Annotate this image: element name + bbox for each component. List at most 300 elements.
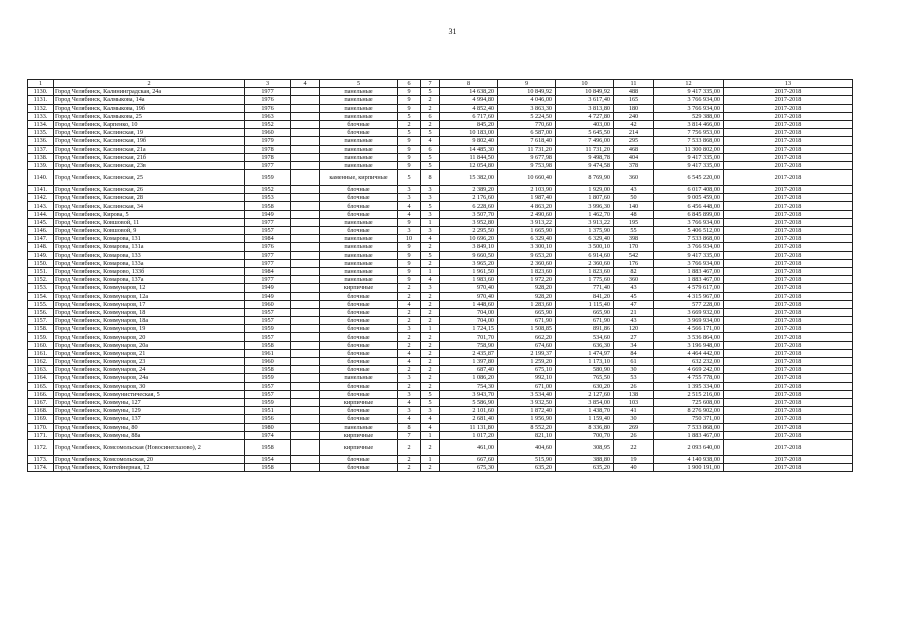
- table-row: [28, 358, 853, 366]
- table-row: [28, 161, 853, 169]
- table-cell: блочные: [320, 202, 398, 210]
- table-cell: панельные: [320, 137, 398, 145]
- table-cell: 5: [421, 88, 440, 96]
- table-cell: 1954: [245, 455, 291, 463]
- table-cell: 43: [614, 186, 654, 194]
- table-cell: 2 101,60: [440, 407, 498, 415]
- table-cell: 636,30: [556, 341, 614, 349]
- table-cell: 1 872,40: [498, 407, 556, 415]
- table-cell: 1141.: [28, 186, 54, 194]
- table-cell: 2017-2018: [724, 390, 853, 398]
- table-cell: 1 665,90: [498, 227, 556, 235]
- table-cell: панельные: [320, 276, 398, 284]
- table-cell: [291, 129, 320, 137]
- table-cell: 3 854,00: [556, 398, 614, 406]
- table-cell: 3: [421, 194, 440, 202]
- table-cell: 1979: [245, 137, 291, 145]
- table-cell: Город Челябинск, Комарова, 131: [54, 235, 245, 243]
- table-cell: 2 360,60: [556, 259, 614, 267]
- table-cell: 4 994,80: [440, 96, 498, 104]
- table-cell: 3: [421, 407, 440, 415]
- table-cell: 1142.: [28, 194, 54, 202]
- table-cell: блочные: [320, 325, 398, 333]
- table-cell: [291, 415, 320, 423]
- table-cell: [291, 366, 320, 374]
- table-row: [28, 153, 853, 161]
- table-cell: 4: [398, 349, 421, 357]
- page-number: 31: [448, 27, 457, 36]
- table-cell: 9 417 335,00: [654, 153, 724, 161]
- table-cell: 1 474,97: [556, 349, 614, 357]
- table-cell: 9: [398, 259, 421, 267]
- table-cell: 1159.: [28, 333, 54, 341]
- table-cell: 7 618,40: [498, 137, 556, 145]
- table-cell: 1144.: [28, 210, 54, 218]
- table-cell: 5: [398, 112, 421, 120]
- table-row: [28, 349, 853, 357]
- table-cell: панельные: [320, 153, 398, 161]
- table-cell: 2017-2018: [724, 202, 853, 210]
- table-cell: 7 756 953,00: [654, 129, 724, 137]
- table-row: [28, 137, 853, 145]
- table-row: [28, 308, 853, 316]
- table-cell: 2017-2018: [724, 455, 853, 463]
- table-cell: 5: [398, 170, 421, 186]
- table-cell: 5 406 512,00: [654, 227, 724, 235]
- table-cell: Город Челябинск, Коммуны, 137: [54, 415, 245, 423]
- table-cell: 771,40: [556, 284, 614, 292]
- table-cell: 195: [614, 218, 654, 226]
- table-cell: 1156.: [28, 308, 54, 316]
- table-cell: Город Челябинск, Комсомольская, 20: [54, 455, 245, 463]
- table-cell: панельные: [320, 112, 398, 120]
- table-cell: 14 485,30: [440, 145, 498, 153]
- table-cell: 577 228,00: [654, 300, 724, 308]
- table-cell: 2: [398, 317, 421, 325]
- table-row: [28, 333, 853, 341]
- table-cell: 34: [614, 341, 654, 349]
- table-row: [28, 170, 853, 186]
- table-row: [28, 284, 853, 292]
- table-cell: 841,20: [556, 292, 614, 300]
- table-cell: 1165.: [28, 382, 54, 390]
- table-cell: Город Челябинск, Коммунаров, 18а: [54, 317, 245, 325]
- column-number-cell: 4: [291, 80, 320, 88]
- table-cell: 1143.: [28, 202, 54, 210]
- table-row: [28, 96, 853, 104]
- table-cell: 1 259,20: [498, 358, 556, 366]
- table-row: [28, 431, 853, 439]
- table-cell: 2017-2018: [724, 439, 853, 455]
- table-cell: 1: [421, 325, 440, 333]
- table-cell: 928,20: [498, 284, 556, 292]
- table-cell: 41: [614, 407, 654, 415]
- table-cell: 580,90: [556, 366, 614, 374]
- table-cell: 4 566 171,00: [654, 325, 724, 333]
- table-cell: 4 727,80: [556, 112, 614, 120]
- table-row: [28, 317, 853, 325]
- table-row: [28, 464, 853, 472]
- table-cell: 3 913,22: [498, 218, 556, 226]
- table-cell: 970,40: [440, 292, 498, 300]
- table-cell: 4: [398, 202, 421, 210]
- table-cell: 2 199,37: [498, 349, 556, 357]
- table-cell: Город Челябинск, Комарова, 133а: [54, 259, 245, 267]
- table-cell: 2017-2018: [724, 210, 853, 218]
- table-cell: 1960: [245, 358, 291, 366]
- table-cell: панельные: [320, 104, 398, 112]
- table-row: [28, 292, 853, 300]
- table-cell: Город Челябинск, Контейнерная, 12: [54, 464, 245, 472]
- table-cell: 8: [421, 170, 440, 186]
- table-cell: 5: [421, 251, 440, 259]
- table-cell: 360: [614, 276, 654, 284]
- table-cell: 14 638,20: [440, 88, 498, 96]
- table-cell: 3 669 932,00: [654, 308, 724, 316]
- table-cell: 2 360,60: [498, 259, 556, 267]
- table-cell: 53: [614, 374, 654, 382]
- table-cell: 2017-2018: [724, 415, 853, 423]
- table-cell: 1: [421, 267, 440, 275]
- table-row: [28, 374, 853, 382]
- table-cell: 3 300,10: [498, 243, 556, 251]
- table-cell: 1951: [245, 407, 291, 415]
- table-cell: 43: [614, 317, 654, 325]
- table-cell: 1174.: [28, 464, 54, 472]
- table-cell: 2017-2018: [724, 382, 853, 390]
- table-cell: 4 046,00: [498, 96, 556, 104]
- table-cell: 2: [421, 104, 440, 112]
- table-cell: 2017-2018: [724, 276, 853, 284]
- table-cell: 970,40: [440, 284, 498, 292]
- table-cell: 6 717,60: [440, 112, 498, 120]
- table-cell: 3 932,50: [498, 398, 556, 406]
- table-row: [28, 129, 853, 137]
- table-cell: 11 131,80: [440, 423, 498, 431]
- table-cell: 2017-2018: [724, 259, 853, 267]
- table-cell: [291, 341, 320, 349]
- table-cell: 1976: [245, 96, 291, 104]
- table-cell: Город Челябинск, Коммунаров, 23: [54, 358, 245, 366]
- table-cell: 845,20: [440, 120, 498, 128]
- table-cell: 165: [614, 96, 654, 104]
- table-cell: 2017-2018: [724, 170, 853, 186]
- table-cell: 1960: [245, 300, 291, 308]
- table-cell: 1952: [245, 120, 291, 128]
- table-cell: 9: [398, 88, 421, 96]
- table-cell: 1 173,10: [556, 358, 614, 366]
- table-cell: 2017-2018: [724, 243, 853, 251]
- table-cell: 758,90: [440, 341, 498, 349]
- table-cell: 2017-2018: [724, 227, 853, 235]
- table-cell: 170: [614, 243, 654, 251]
- table-cell: 10: [398, 235, 421, 243]
- table-row: [28, 398, 853, 406]
- table-cell: 1959: [245, 374, 291, 382]
- column-number-cell: 11: [614, 80, 654, 88]
- table-cell: 6: [421, 145, 440, 153]
- table-cell: 6 329,40: [556, 235, 614, 243]
- table-cell: 8: [398, 423, 421, 431]
- table-cell: 378: [614, 161, 654, 169]
- table-cell: 2: [421, 300, 440, 308]
- table-cell: Город Челябинск, Ковшовой, 11: [54, 218, 245, 226]
- table-row: [28, 366, 853, 374]
- table-cell: Город Челябинск, Калининградская, 24а: [54, 88, 245, 96]
- table-row: [28, 390, 853, 398]
- table-cell: 3: [398, 407, 421, 415]
- table-cell: 9: [398, 137, 421, 145]
- table-cell: 1148.: [28, 243, 54, 251]
- table-cell: 1977: [245, 259, 291, 267]
- table-cell: 3 863,30: [498, 104, 556, 112]
- table-cell: 1959: [245, 170, 291, 186]
- table-cell: 7 533 868,00: [654, 423, 724, 431]
- table-cell: 4: [398, 300, 421, 308]
- table-cell: 4: [398, 210, 421, 218]
- table-cell: кирпичные: [320, 284, 398, 292]
- table-cell: 48: [614, 210, 654, 218]
- table-cell: 55: [614, 227, 654, 235]
- table-cell: 10 183,00: [440, 129, 498, 137]
- table-cell: 2 681,40: [440, 415, 498, 423]
- table-cell: 1157.: [28, 317, 54, 325]
- table-cell: 1 395 334,00: [654, 382, 724, 390]
- table-row: [28, 112, 853, 120]
- table-cell: 1 972,20: [498, 276, 556, 284]
- table-row: [28, 145, 853, 153]
- table-cell: 103: [614, 398, 654, 406]
- table-cell: 3 996,30: [556, 202, 614, 210]
- table-cell: 2017-2018: [724, 145, 853, 153]
- table-cell: 2: [421, 259, 440, 267]
- table-cell: 1960: [245, 129, 291, 137]
- table-cell: 4 464 442,00: [654, 349, 724, 357]
- table-cell: 1173.: [28, 455, 54, 463]
- table-cell: 42: [614, 120, 654, 128]
- table-cell: Город Челябинск, Каслинская, 25: [54, 170, 245, 186]
- table-cell: 461,00: [440, 439, 498, 455]
- table-cell: [291, 300, 320, 308]
- table-cell: 635,20: [498, 464, 556, 472]
- table-cell: 1166.: [28, 390, 54, 398]
- table-cell: 3 766 934,00: [654, 259, 724, 267]
- table-cell: 8 276 902,00: [654, 407, 724, 415]
- table-cell: 1 438,70: [556, 407, 614, 415]
- table-cell: 2 435,87: [440, 349, 498, 357]
- table-cell: 2017-2018: [724, 153, 853, 161]
- table-cell: 1137.: [28, 145, 54, 153]
- table-cell: 84: [614, 349, 654, 357]
- table-cell: [291, 284, 320, 292]
- table-cell: 2017-2018: [724, 129, 853, 137]
- table-row: [28, 382, 853, 390]
- table-cell: 3 534,40: [498, 390, 556, 398]
- table-cell: блочные: [320, 300, 398, 308]
- table-cell: 2017-2018: [724, 137, 853, 145]
- table-cell: Город Челябинск, Коммунаров, 20: [54, 333, 245, 341]
- table-cell: 5: [421, 129, 440, 137]
- table-cell: 534,60: [556, 333, 614, 341]
- table-cell: 2: [421, 358, 440, 366]
- table-cell: 1977: [245, 161, 291, 169]
- table-cell: 4: [421, 137, 440, 145]
- table-cell: 3 814 466,00: [654, 120, 724, 128]
- table-cell: 4: [398, 398, 421, 406]
- table-cell: 5: [421, 202, 440, 210]
- table-cell: 40: [614, 464, 654, 472]
- table-cell: 4: [421, 235, 440, 243]
- table-cell: 1152.: [28, 276, 54, 284]
- table-cell: кирпичные: [320, 398, 398, 406]
- table-cell: 1957: [245, 308, 291, 316]
- table-cell: 7: [398, 431, 421, 439]
- table-cell: 1 462,70: [556, 210, 614, 218]
- table-cell: 11 731,20: [498, 145, 556, 153]
- table-cell: 2017-2018: [724, 374, 853, 382]
- table-cell: 891,86: [556, 325, 614, 333]
- table-cell: [291, 398, 320, 406]
- table-cell: 27: [614, 333, 654, 341]
- table-cell: 1957: [245, 390, 291, 398]
- table-cell: [291, 464, 320, 472]
- table-cell: Город Челябинск, Комарово, 133б: [54, 267, 245, 275]
- table-cell: 3: [398, 194, 421, 202]
- table-cell: 1957: [245, 382, 291, 390]
- table-cell: 3: [421, 284, 440, 292]
- table-row: [28, 300, 853, 308]
- table-cell: 120: [614, 325, 654, 333]
- table-cell: блочные: [320, 120, 398, 128]
- table-cell: 754,30: [440, 382, 498, 390]
- table-cell: [291, 333, 320, 341]
- table-cell: 821,10: [498, 431, 556, 439]
- table-cell: 1160.: [28, 341, 54, 349]
- table-cell: 1 724,15: [440, 325, 498, 333]
- table-cell: блочные: [320, 333, 398, 341]
- table-cell: 4 140 938,00: [654, 455, 724, 463]
- table-cell: 6 587,00: [498, 129, 556, 137]
- table-cell: [291, 431, 320, 439]
- table-cell: 4 852,40: [440, 104, 498, 112]
- table-cell: 2: [421, 366, 440, 374]
- table-cell: 515,90: [498, 455, 556, 463]
- table-cell: 630,20: [556, 382, 614, 390]
- table-cell: блочные: [320, 407, 398, 415]
- table-cell: 9 417 335,00: [654, 161, 724, 169]
- table-cell: 1131.: [28, 96, 54, 104]
- table-cell: блочные: [320, 349, 398, 357]
- table-cell: 1 159,40: [556, 415, 614, 423]
- table-cell: 687,40: [440, 366, 498, 374]
- table-cell: панельные: [320, 267, 398, 275]
- table-cell: 1984: [245, 267, 291, 275]
- table-cell: 1 883 467,00: [654, 267, 724, 275]
- table-cell: [291, 455, 320, 463]
- table-cell: [291, 235, 320, 243]
- table-cell: Город Челябинск, Коммунаров, 21: [54, 349, 245, 357]
- table-cell: 11 300 802,00: [654, 145, 724, 153]
- table-cell: [291, 202, 320, 210]
- table-row: [28, 267, 853, 275]
- table-cell: [291, 218, 320, 226]
- table-cell: 1132.: [28, 104, 54, 112]
- table-cell: 1977: [245, 276, 291, 284]
- table-cell: 1170.: [28, 423, 54, 431]
- table-cell: [291, 259, 320, 267]
- table-cell: блочные: [320, 317, 398, 325]
- table-cell: [291, 137, 320, 145]
- table-cell: 9: [398, 218, 421, 226]
- table-cell: 2: [398, 382, 421, 390]
- table-cell: 3 196 948,00: [654, 341, 724, 349]
- column-number-cell: 10: [556, 80, 614, 88]
- table-cell: Город Челябинск, Коммунаров, 24а: [54, 374, 245, 382]
- table-cell: 45: [614, 292, 654, 300]
- table-cell: 1 508,85: [498, 325, 556, 333]
- table-cell: 2017-2018: [724, 398, 853, 406]
- table-cell: 1 448,60: [440, 300, 498, 308]
- table-cell: 180: [614, 104, 654, 112]
- table-cell: 9: [398, 251, 421, 259]
- table-cell: 4: [421, 423, 440, 431]
- table-cell: 542: [614, 251, 654, 259]
- table-cell: 9: [398, 243, 421, 251]
- table-cell: 1963: [245, 112, 291, 120]
- table-cell: Город Челябинск, Коммунаров, 30: [54, 382, 245, 390]
- table-cell: 671,90: [556, 317, 614, 325]
- table-cell: 9 677,98: [498, 153, 556, 161]
- table-cell: [291, 308, 320, 316]
- table-cell: 5 586,90: [440, 398, 498, 406]
- table-cell: [291, 145, 320, 153]
- table-cell: 1957: [245, 333, 291, 341]
- table-row: [28, 276, 853, 284]
- table-cell: [291, 170, 320, 186]
- table-cell: 50: [614, 194, 654, 202]
- table-cell: 82: [614, 267, 654, 275]
- table-cell: 21: [614, 308, 654, 316]
- table-cell: 4 579 617,00: [654, 284, 724, 292]
- table-cell: Город Челябинск, Ковшовой, 9: [54, 227, 245, 235]
- table-cell: 10 696,20: [440, 235, 498, 243]
- table-cell: 1134.: [28, 120, 54, 128]
- table-cell: 2: [398, 292, 421, 300]
- table-cell: 2: [398, 455, 421, 463]
- table-cell: 6 329,40: [498, 235, 556, 243]
- table-cell: 138: [614, 390, 654, 398]
- table-cell: 765,50: [556, 374, 614, 382]
- table-cell: 404,60: [498, 439, 556, 455]
- table-cell: 2017-2018: [724, 325, 853, 333]
- table-cell: блочные: [320, 382, 398, 390]
- table-cell: 1155.: [28, 300, 54, 308]
- table-cell: 6: [421, 112, 440, 120]
- table-cell: 176: [614, 259, 654, 267]
- table-row: [28, 186, 853, 194]
- table-cell: 2: [421, 308, 440, 316]
- table-cell: [291, 317, 320, 325]
- table-cell: 750 371,00: [654, 415, 724, 423]
- table-cell: [291, 390, 320, 398]
- table-cell: Город Челябинск, Каслинская, 28: [54, 194, 245, 202]
- table-row: [28, 243, 853, 251]
- table-cell: 1 775,60: [556, 276, 614, 284]
- table-cell: 9 005 459,00: [654, 194, 724, 202]
- table-cell: 140: [614, 202, 654, 210]
- table-cell: 295: [614, 137, 654, 145]
- table-cell: 2017-2018: [724, 423, 853, 431]
